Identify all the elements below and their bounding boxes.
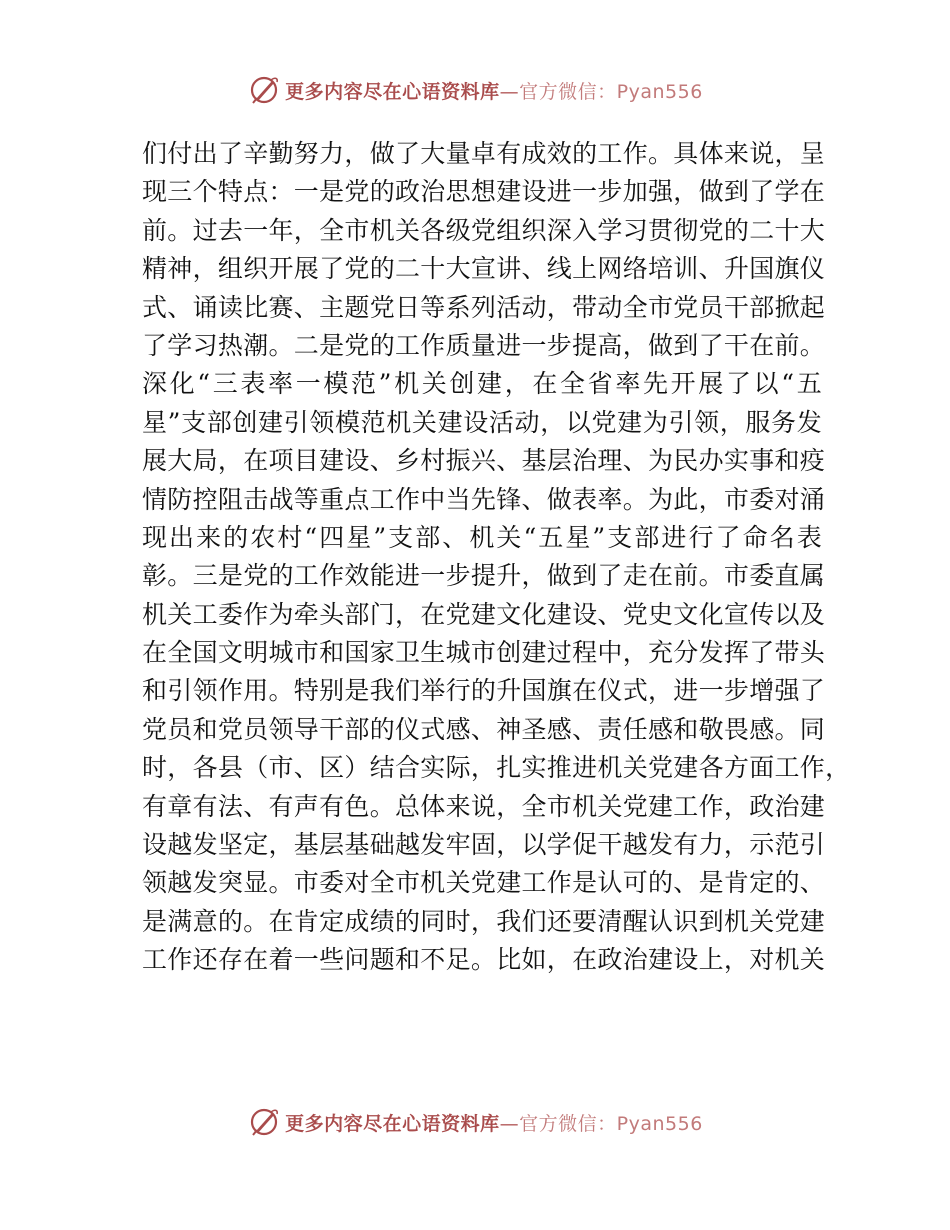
footer-watermark-banner [0, 1102, 950, 1142]
text-line: 党员和党员领导干部的仪式感、神圣感、责任感和敬畏感。同 [142, 714, 826, 744]
text-line: 时，各县（市、区）结合实际，扎实推进机关党建各方面工作， [142, 753, 851, 783]
text-line: 前。过去一年，全市机关各级党组织深入学习贯彻党的二十大 [142, 215, 826, 245]
text-line: 现三个特点：一是党的政治思想建设进一步加强，做到了学在 [142, 177, 826, 207]
text-line: 精神，组织开展了党的二十大宣讲、线上网络培训、升国旗仪 [142, 254, 826, 284]
text-line: 机关工委作为牵头部门，在党建文化建设、党史文化宣传以及 [142, 599, 826, 629]
banner-main-text: 更多内容尽在心语资料库 [285, 80, 500, 103]
text-line: 式、诵读比赛、主题党日等系列活动，带动全市党员干部掀起 [142, 292, 826, 322]
quill-pen-logo-icon [247, 1105, 281, 1139]
banner-text [285, 1109, 703, 1136]
text-line: 在全国文明城市和国家卫生城市创建过程中，充分发挥了带头 [142, 638, 826, 668]
text-line: 彰。三是党的工作效能进一步提升，做到了走在前。市委直属 [142, 561, 826, 591]
text-line: 深化“三表率一模范”机关创建，在全省率先开展了以“五 [142, 369, 822, 399]
document-body [142, 135, 851, 980]
text-line: 展大局，在项目建设、乡村振兴、基层治理、为民办实事和疫 [142, 446, 826, 476]
text-line: 是满意的。在肯定成绩的同时，我们还要清醒认识到机关党建 [142, 906, 826, 936]
text-line: 和引领作用。特别是我们举行的升国旗在仪式，进一步增强了 [142, 676, 826, 706]
quill-pen-logo-icon [247, 73, 281, 107]
text-line: 领越发突显。市委对全市机关党建工作是认可的、是肯定的、 [142, 868, 826, 898]
text-line: 设越发坚定，基层基础越发牢固，以学促干越发有力，示范引 [142, 830, 826, 860]
text-line: 们付出了辛勤努力，做了大量卓有成效的工作。具体来说，呈 [142, 139, 826, 168]
banner-main-text: 更多内容尽在心语资料库 [285, 1112, 500, 1135]
banner-text [285, 77, 703, 104]
text-line: 了学习热潮。二是党的工作质量进一步提高，做到了干在前。 [142, 330, 826, 360]
text-line: 星”支部创建引领模范机关建设活动，以党建为引领，服务发 [142, 407, 822, 437]
banner-wechat-text: 官方微信：Pyan556 [519, 1112, 703, 1135]
text-line: 现出来的农村“四星”支部、机关“五星”支部进行了命名表 [142, 522, 822, 552]
text-line: 情防控阻击战等重点工作中当先锋、做表率。为此，市委对涌 [142, 484, 826, 514]
banner-wechat-text: 官方微信：Pyan556 [519, 80, 703, 103]
banner-dash: — [499, 1112, 520, 1135]
banner-dash: — [499, 80, 520, 103]
text-line: 工作还存在着一些问题和不足。比如，在政治建设上，对机关 [142, 945, 826, 975]
header-watermark-banner [0, 70, 950, 110]
text-line: 有章有法、有声有色。总体来说，全市机关党建工作，政治建 [142, 791, 826, 821]
